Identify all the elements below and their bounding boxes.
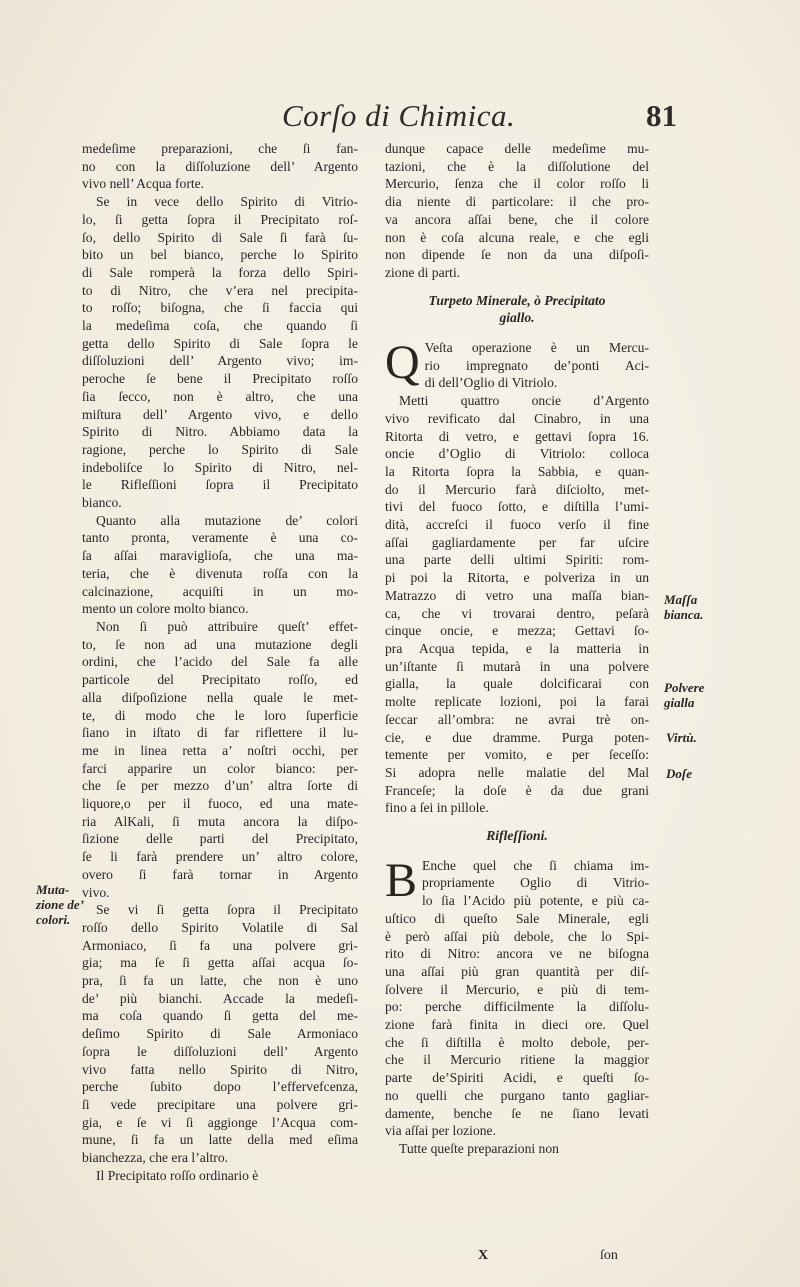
text-line: ragione, perche lo Spirito di Sale [82, 441, 358, 457]
text-line: che ſi diſtilla è molto debole, per- [385, 1034, 649, 1050]
text-line: vivo. [82, 884, 110, 900]
paragraph [385, 853, 649, 1140]
text-line: me in linea retta a’ noſtri occhi, per [82, 742, 358, 758]
text-line: vivo fatta nello Spirito di Nitro, [82, 1061, 358, 1077]
drop-cap: B [385, 853, 418, 907]
text-line: la Ritorta ſopra la Sabbia, e quan- [385, 463, 649, 479]
text-line: parte de’Spiriti Acidi, e queſti ſo- [385, 1070, 649, 1086]
text-line: liquore,o per il fuoco, ed una mate- [82, 796, 358, 812]
text-line: getta dello Spirito di Sale ſopra le [82, 335, 358, 351]
text-line: de’ più bianchi. Accade la medeſi- [82, 990, 358, 1006]
text-line: vivo revificato dal Cinabro, in una [385, 410, 649, 426]
paragraph-with-dropcap [385, 853, 649, 1140]
section-heading: Rifleſſioni. [486, 828, 548, 844]
text-line: Franceſe; la doſe è da due grani [385, 782, 649, 798]
paragraph-with-dropcap [385, 336, 649, 392]
text-line: tanto pronta, veramente è una co- [82, 530, 358, 546]
section-heading: giallo. [499, 310, 535, 326]
text-line: ſe li farà prendere un’ altro colore, [82, 849, 358, 865]
margin-note-line: Doſe [666, 766, 692, 781]
text-line: lo, ſi getta ſopra il Precipitato roſ- [82, 211, 358, 227]
text-line: bianco. [82, 495, 122, 511]
text-line: overo ſi farà tornar in Argento [82, 866, 358, 882]
text-line: ſi vede precipitare una polvere gri- [82, 1096, 358, 1112]
text-line: medeſime preparazioni, che ſi fan- [82, 141, 358, 156]
margin-note-virtu [666, 730, 697, 745]
text-line: alla diſpoſizione nella quale le met- [82, 689, 358, 705]
text-line: fino a ſei in pillole. [385, 800, 489, 816]
text-line: rio impregnato de’ponti Aci- [424, 357, 649, 373]
text-line: Tutte queſte preparazioni non [399, 1140, 559, 1156]
text-line: farci apparire un color bianco: per- [82, 760, 358, 776]
text-line: zione farà finita in dieci ore. Quel [385, 1017, 649, 1033]
text-line: to roſſo; biſogna, che ſi faccia qui [82, 300, 358, 316]
text-line: Il Precipitato roſſo ordinario è [96, 1167, 259, 1183]
text-line: pi poi la Ritorta, e polveriza in un [385, 570, 649, 586]
text-line: ordini, che l’acido del Sale fa alle [82, 654, 358, 670]
text-line: Ritorta di vetro, e gettavi ſopra 16. [385, 428, 649, 444]
text-line: to, ſe non ad una mutazione degli [82, 636, 358, 652]
text-line: Se in vece dello Spirito di Vitrio- [96, 194, 358, 210]
margin-note-line: zione de’ [36, 897, 85, 912]
text-line: damente, benche ſe ne ſiano levati [385, 1105, 649, 1121]
text-line: bianchezza, che era l’altro. [82, 1150, 229, 1166]
text-line: uſtico di queſto Sale Minerale, egli [385, 910, 649, 926]
text-line: non dipende ſe non da una diſpoſi- [385, 247, 649, 263]
text-line: roſſo dello Spirito Volatile di Sal [82, 919, 358, 935]
text-line: via aſſai per lozione. [385, 1123, 496, 1139]
text-line: di dell’Oglio di Vitriolo. [424, 375, 558, 391]
text-line: la medeſima coſa, che quando ſi [82, 318, 358, 334]
text-line: rito di Nitro: ancora ve ne biſogna [385, 946, 649, 962]
text-line: non è coſa alcuna reale, e che egli [385, 229, 649, 245]
text-line: particole del Precipitato roſſo, ed [82, 672, 358, 688]
text-line: Se vi ſi getta ſopra il Precipitato [96, 902, 358, 918]
text-line: peroche ſe bene il Precipitato roſſo [82, 371, 358, 387]
text-line: Mercurio, ſenza che il color roſſo li [385, 176, 649, 192]
text-line: deſimo Spirito di Sale Armoniaco [82, 1026, 358, 1042]
text-line: Matrazzo di vetro una maſſa bian- [385, 587, 649, 603]
text-line: lo ſia l’Acido più potente, e più ca- [422, 893, 649, 909]
signature-mark: X [478, 1248, 489, 1263]
paragraph [385, 336, 649, 392]
text-line: teria, che è divenuta roſſa con la [82, 565, 358, 581]
text-line: Metti quattro oncie d’Argento [399, 393, 649, 409]
paragraph [385, 1140, 649, 1158]
text-line: ma coſa quando ſi getta del me- [82, 1008, 358, 1024]
left-column [82, 140, 358, 1184]
text-line: le Rifleſſioni ſopra il Precipitato [82, 477, 358, 493]
text-line: no con la diſſoluzione dell’ Argento [82, 158, 358, 174]
text-line: ria AlKali, ſi muta ancora la diſpo- [82, 813, 358, 829]
paragraph [82, 618, 358, 901]
text-line: tazioni, che è la diſſolutione del [385, 158, 649, 174]
page-number: 81 [646, 98, 677, 133]
drop-cap: Q [385, 336, 420, 390]
text-line: pra, ſi fa un latte, che non è uno [82, 973, 358, 989]
text-line: propriamente Oglio di Vitrio- [422, 875, 649, 891]
text-line: zione di parti. [385, 264, 461, 280]
text-line: to di Nitro, che v’era nel precipita- [82, 282, 358, 298]
text-line: ca, che vi trovarai dentro, peſarà [385, 605, 649, 621]
text-line: molte replicate lozioni, poi la farai [385, 694, 649, 710]
text-line: cinque oncie, e mezza; Gettavi ſo- [385, 623, 649, 639]
text-line: Spirito di Nitro. Abbiamo data la [82, 424, 358, 440]
text-line: ſia ſecco, non è altro, che una [82, 388, 358, 404]
text-line: Quanto alla mutazione de’ colori [96, 512, 358, 528]
text-line: dia niente di particolare: il che pro- [385, 194, 649, 210]
text-line: bito un bel bianco, perche lo Spirito [82, 247, 358, 263]
text-line: tivi del fuoco ſotto, e diſtilla l’umi- [385, 499, 649, 515]
text-line: ſiano in iſtato di far riflettere il lu- [82, 725, 358, 741]
margin-note-line: Maſſa [664, 592, 698, 607]
text-line: diſſoluzioni dell’ Argento vivo; im- [82, 353, 358, 369]
text-line: Armoniaco, ſi fa una polvere gri- [82, 937, 358, 953]
running-title: Corſo di Chimica. [282, 98, 516, 133]
paragraph [385, 140, 649, 282]
margin-note-line: Virtù. [666, 730, 697, 745]
text-line: oncie d’Oglio di Vitriolo: colloca [385, 446, 649, 462]
text-line: ſo, dello Spirito di Sale ſi farà ſu- [82, 229, 358, 245]
text-line: una parte delli ultimi Spiriti: rom- [385, 552, 649, 568]
text-line: un’iſtante ſi mutarà in una polvere [385, 658, 649, 674]
text-line: Non ſi può attribuire queſt’ effet- [96, 618, 358, 634]
margin-note-massa-bianca [664, 592, 703, 622]
text-line: Si adopra nelle malatie del Mal [385, 764, 649, 780]
text-line: dunque capace delle medeſime mu- [385, 141, 649, 156]
text-line: gia, e ſe vi ſi aggionge l’Acqua com- [82, 1114, 358, 1130]
text-line: mune, ſi fa un latte della med eſima [82, 1132, 358, 1148]
text-line: che ſe per mezzo d’un’ altra ſorte di [82, 778, 358, 794]
paragraph [82, 140, 358, 193]
text-line: una aſſai più gran quantità per diſ- [385, 963, 649, 979]
text-line: dità, accreſci il fuoco verſo il fine [385, 517, 649, 533]
text-line: pra Acqua tepida, e la matteria in [385, 640, 649, 656]
margin-note-polvere-gialla [664, 680, 704, 710]
paragraph [385, 392, 649, 817]
text-line: ſa aſſai maraviglioſa, che una ma- [82, 548, 358, 564]
text-line: po: perche difficilmente la diſſolu- [385, 999, 649, 1015]
page-header [0, 98, 800, 138]
text-line: ſizione delle parti del Precipitato, [82, 831, 358, 847]
text-line: Veſta operazione è un Mercu- [424, 340, 649, 356]
paragraph [82, 193, 358, 512]
margin-note-line: bianca. [664, 607, 704, 622]
text-line: ſeccar all’ombra: ne avrai trè on- [385, 711, 649, 727]
margin-note-line: Muta- [36, 882, 70, 897]
text-line: miſtura dell’ Argento vivo, e dello [82, 406, 358, 422]
text-line: do il Mercurio farà diſciolto, met- [385, 481, 649, 497]
text-line: indeboliſce lo Spirito di Nitro, nel- [82, 459, 358, 475]
text-line: è però aſſai più debole, che lo Spi- [385, 928, 649, 944]
text-line: che il Mercurio ritiene la maggior [385, 1052, 649, 1068]
text-line: calcinazione, acquiſti in un mo- [82, 583, 358, 599]
catchword: ſon [600, 1248, 618, 1263]
margin-note-dose [666, 766, 692, 781]
text-line: gialla, la quale dolcificarai con [385, 676, 649, 692]
text-line: Enche quel che ſi chiama im- [422, 857, 649, 873]
section-heading: Turpeto Minerale, ò Precipitato [428, 292, 606, 308]
margin-note-line: Polvere [664, 680, 705, 695]
text-line: temente per vomito, e per ſeceſſo: [385, 747, 649, 763]
text-line: gia; ma ſe ſi getta aſſai acqua ſo- [82, 955, 358, 971]
text-line: va ancora aſſai bene, che il colore [385, 211, 649, 227]
right-column [385, 140, 649, 1158]
text-line: ſolvere il Mercurio, e più di tem- [385, 981, 649, 997]
text-line: aſſai gagliardamente per far uſcire [385, 534, 649, 550]
text-line: ſopra le diſſoluzioni dell’ Argento [82, 1043, 358, 1059]
paragraph [82, 512, 358, 618]
text-line: mento un colore molto bianco. [82, 601, 249, 617]
text-line: cie, e due dramme. Purga poten- [385, 729, 649, 745]
margin-note-mutazione [36, 882, 84, 927]
text-line: perche ſubito dopo l’effervefcenza, [82, 1079, 358, 1095]
text-line: vivo nell’ Acqua forte. [82, 176, 205, 192]
text-line: di Sale romperà la forza dello Spiri- [82, 264, 358, 280]
paragraph [82, 1167, 358, 1185]
paragraph [82, 901, 358, 1167]
text-line: te, di modo che le loro ſuperficie [82, 707, 358, 723]
margin-note-line: gialla [664, 695, 695, 710]
margin-note-line: colori. [36, 912, 71, 927]
text-line: no quelli che purgano tanto gagliar- [385, 1087, 649, 1103]
